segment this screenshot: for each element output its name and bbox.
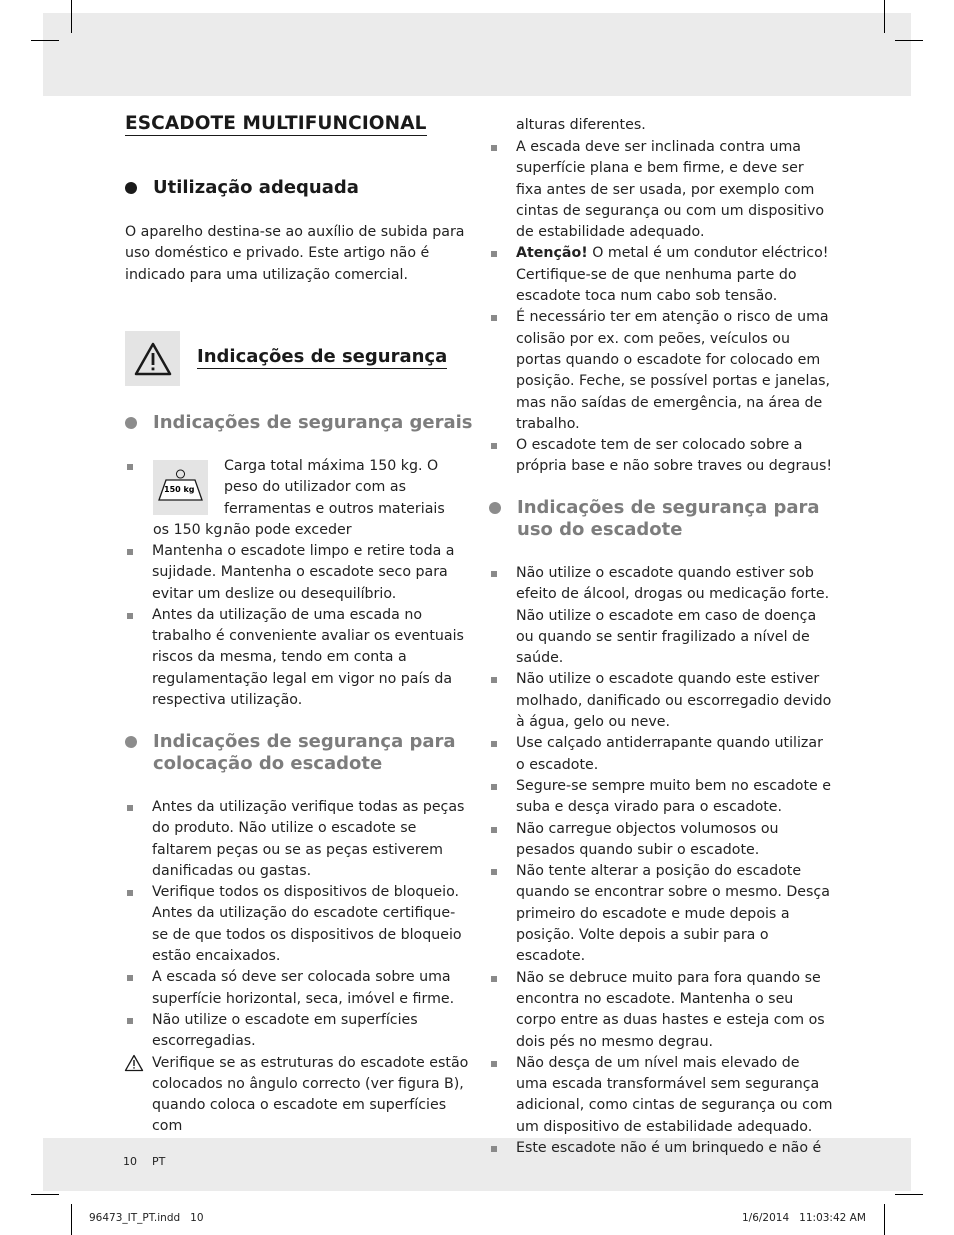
list-item bbox=[125, 882, 470, 967]
list-item bbox=[125, 797, 470, 882]
square-bullet-icon bbox=[491, 976, 497, 982]
crop-mark bbox=[884, 0, 885, 33]
list-item-text: Antes da utilização verifique todas as peças do produto. Não utilize o escadote se faltarem peças ou se as peças estiverem danificadas ou gastas. bbox=[152, 799, 465, 879]
square-bullet-icon bbox=[491, 741, 497, 747]
square-bullet-icon bbox=[491, 677, 497, 683]
section-title: Utilização adequada bbox=[153, 177, 359, 198]
weight-icon-box bbox=[153, 460, 208, 515]
list-item-text: Este escadote não é um brinquedo e não é bbox=[516, 1140, 822, 1157]
square-bullet-icon bbox=[491, 784, 497, 790]
list-item-text: Não utilize o escadote em superfícies escorregadias. bbox=[152, 1011, 418, 1050]
list-item-text: Não se debruce muito para fora quando se encontra no escadote. Mantenha o seu corpo entre as duas hastes e esteja com os dois pés no mesmo degrau. bbox=[516, 969, 825, 1050]
square-bullet-icon bbox=[127, 1018, 133, 1024]
weight-item-text-bottom: os 150 kg. bbox=[153, 522, 227, 538]
bullet-dot-icon bbox=[125, 182, 137, 194]
crop-mark bbox=[71, 1204, 72, 1235]
list-item bbox=[489, 1053, 834, 1138]
placement-list-right bbox=[489, 137, 834, 478]
page-number: 10 bbox=[123, 1155, 137, 1168]
warning-box bbox=[125, 331, 180, 386]
list-item-text: Mantenha o escadote limpo e retire toda a sujidade. Mantenha o escadote seco para evitar um deslize ou desequilíbrio. bbox=[152, 543, 455, 602]
square-bullet-icon bbox=[491, 571, 497, 577]
placement-list-left bbox=[125, 797, 470, 1138]
list-item bbox=[489, 1138, 834, 1159]
slug-file: 96473_IT_PT.indd 10 bbox=[89, 1212, 204, 1224]
list-item bbox=[489, 733, 834, 776]
section-title: Indicações de segurança para colocação do escadote bbox=[153, 731, 456, 774]
list-item-text: Carga total máxima 150 kg. O peso do utilizador com as ferramentas e outros materiais não pode exceder bbox=[224, 458, 445, 538]
intended-use-text: O aparelho destina-se ao auxílio de subida para uso doméstico e privado. Este artigo não é indicado para uma utilização comercial. bbox=[125, 224, 465, 283]
list-item bbox=[489, 776, 834, 819]
crop-mark bbox=[31, 40, 59, 41]
square-bullet-icon bbox=[491, 1146, 497, 1152]
list-item bbox=[489, 435, 834, 478]
list-item-text: O metal é um condutor eléctrico! Certifique-se de que nenhuma parte do escadote toca num cabo sob tensão. bbox=[516, 245, 829, 305]
list-item-text: Não carregue objectos volumosos ou pesados quando subir o escadote. bbox=[516, 820, 779, 858]
section-title: Indicações de segurança para uso do escadote bbox=[517, 497, 820, 540]
list-item-text: A escada só deve ser colocada sobre uma superfície horizontal, seca, imóvel e firme. bbox=[152, 969, 455, 1007]
list-item bbox=[489, 669, 834, 733]
list-item-text: Não tente alterar a posição do escadote quando se encontrar sobre o mesmo. Desça primeiro do escadote e mude depois a posição. Volte depois a subir para o escadote. bbox=[516, 863, 830, 965]
section-title: Indicações de segurança gerais bbox=[153, 412, 473, 433]
list-item bbox=[125, 605, 470, 711]
safety-title: Indicações de segurança bbox=[197, 346, 448, 367]
bullet-dot-icon bbox=[489, 502, 501, 514]
crop-mark bbox=[31, 1194, 59, 1195]
list-item bbox=[125, 967, 470, 1010]
continued-text: alturas diferentes. bbox=[516, 117, 646, 133]
list-item-text: Não desça de um nível mais elevado de uma escada transformável sem segurança adicional, como cintas de segurança ou com um dispositivo de estabilidade adequado. bbox=[516, 1054, 833, 1135]
crop-mark bbox=[71, 0, 72, 33]
list-item-text: Verifique se as estruturas do escadote estão colocados no ângulo correcto (ver figura B), quando coloca o escadote em superfícies com bbox=[152, 1054, 469, 1135]
bullet-dot-icon bbox=[125, 736, 137, 748]
list-item bbox=[125, 1010, 470, 1053]
square-bullet-icon bbox=[127, 890, 133, 896]
list-item bbox=[489, 243, 834, 307]
list-item-text: Antes da utilização de uma escada no trabalho é conveniente avaliar os eventuais riscos da mesma, tendo em conta a regulamentação legal em vigor no país da respectiva utilização. bbox=[152, 606, 464, 709]
general-list-rest bbox=[125, 541, 470, 711]
section-usage-heading bbox=[489, 497, 832, 541]
list-item-text: A escada deve ser inclinada contra uma superfície plana e bem firme, e deve ser fixa antes de ser usada, por exemplo com cintas de segurança ou com um dispositivo de estabilidade adequado. bbox=[516, 139, 825, 241]
list-item-text: Verifique todos os dispositivos de bloqueio. Antes da utilização do escadote certifique-se de que todos os dispositivos de bloqueio estão encaixados. bbox=[152, 884, 462, 965]
square-bullet-icon bbox=[491, 315, 497, 321]
attention-label: Atenção! bbox=[516, 245, 588, 262]
crop-mark bbox=[895, 1194, 923, 1195]
square-bullet-icon bbox=[491, 251, 497, 257]
list-item bbox=[489, 861, 834, 967]
list-item-text: Use calçado antiderrapante quando utilizar o escadote. bbox=[516, 735, 823, 773]
square-bullet-icon bbox=[491, 1061, 497, 1067]
header-band bbox=[43, 13, 911, 96]
page-title: ESCADOTE MULTIFUNCIONAL bbox=[125, 113, 427, 134]
section-general-heading bbox=[125, 412, 473, 434]
section-placement-heading bbox=[125, 731, 463, 775]
usage-list bbox=[489, 563, 834, 1159]
warning-triangle-icon bbox=[124, 1054, 144, 1072]
list-item-text: É necessário ter em atenção o risco de uma colisão por ex. com peões, veículos ou portas quando o escadote for colocado em posição. Feche, se possível portas e janelas, mas não saídas de emergência, na área de trabalho. bbox=[516, 309, 831, 432]
list-item-text: Segure-se sempre muito bem no escadote e suba e desça virado para o escadote. bbox=[516, 777, 832, 816]
list-item bbox=[489, 819, 834, 862]
section-intended-use-heading bbox=[125, 177, 359, 199]
square-bullet-icon bbox=[491, 869, 497, 875]
crop-mark bbox=[895, 40, 923, 41]
square-bullet-icon bbox=[127, 975, 133, 981]
crop-mark bbox=[884, 1204, 885, 1235]
square-bullet-icon bbox=[127, 613, 133, 619]
list-item bbox=[489, 137, 834, 243]
square-bullet-icon bbox=[127, 549, 133, 555]
weight-label: 150 kg bbox=[164, 485, 195, 494]
list-item-text: O escadote tem de ser colocado sobre a própria base e não sobre traves ou degraus! bbox=[516, 437, 833, 475]
list-item bbox=[125, 1053, 470, 1138]
bullet-dot-icon bbox=[125, 417, 137, 429]
list-item bbox=[489, 968, 834, 1053]
square-bullet-icon bbox=[491, 827, 497, 833]
list-item-text: Não utilize o escadote quando este estiver molhado, danificado ou escorregadio devido à água, gelo ou neve. bbox=[516, 671, 832, 731]
square-bullet-icon bbox=[491, 443, 497, 449]
list-item-text: Não utilize o escadote quando estiver sob efeito de álcool, drogas ou medicação forte. Não utilize o escadote em caso de doença ou quando se sentir fragilizado a nível de saúde. bbox=[516, 565, 830, 667]
list-item bbox=[489, 563, 834, 669]
list-item bbox=[125, 541, 470, 605]
language-code: PT bbox=[152, 1155, 166, 1168]
list-item bbox=[489, 307, 834, 435]
weight-item-text-top bbox=[224, 456, 469, 541]
slug-datetime: 1/6/2014 11:03:42 AM bbox=[742, 1212, 866, 1224]
square-bullet-icon bbox=[127, 805, 133, 811]
square-bullet-icon bbox=[491, 145, 497, 151]
warning-triangle-icon bbox=[133, 341, 173, 377]
square-bullet-icon bbox=[127, 464, 133, 470]
